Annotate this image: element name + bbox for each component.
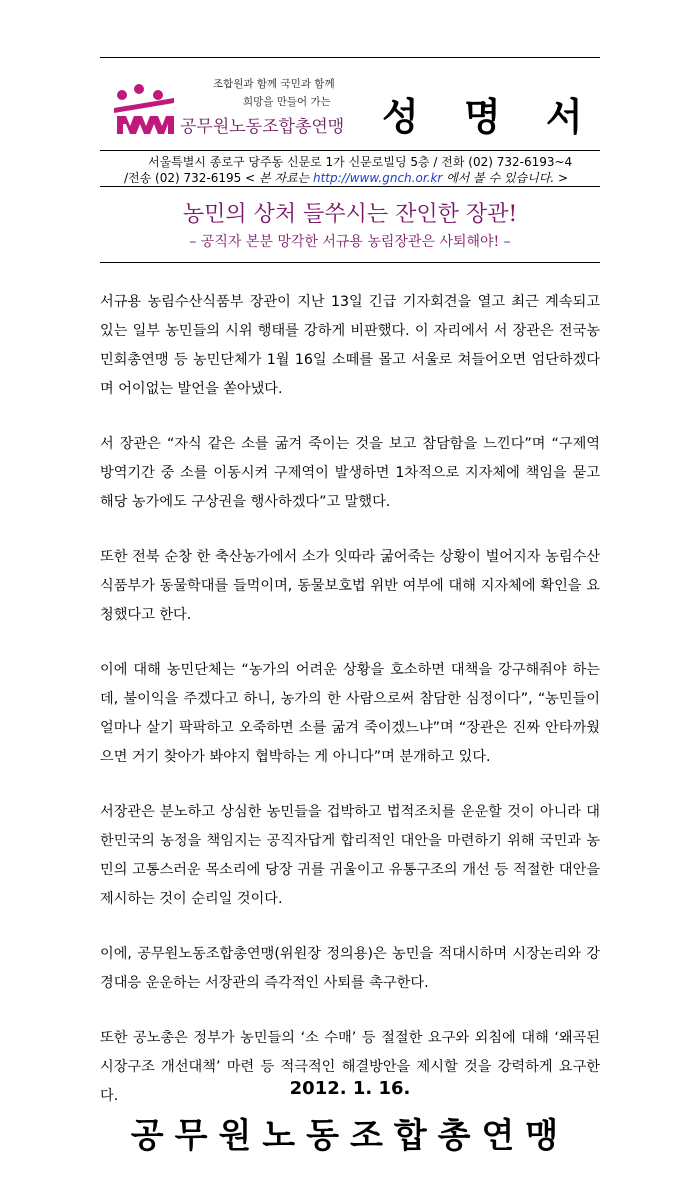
data-note-prefix: 본 자료는 [258,171,310,185]
paragraph-6: 이에, 공무원노동조합총연맹(위원장 정의용)은 농민을 적대시하며 시장논리와 강경대응 운운하는 서장관의 즉각적인 사퇴를 촉구한다. [100,946,600,991]
document-title: 성 명 서 [382,95,599,139]
paragraph-3: 또한 전북 순창 한 축산농가에서 소가 잇따라 굶어죽는 상황이 벌어지자 농림수산식품부가 동물학대를 들먹이며, 동물보호법 위반 여부에 대해 지자체에 확인을 요청했다고 한다. [100,549,600,623]
headline: 농민의 상처 들쑤시는 잔인한 장관! [182,202,518,227]
paragraph-4: 이에 대해 농민단체는 “농가의 어려운 상황을 호소하면 대책을 강구해줘야 하는데, 불이익을 주겠다고 하니, 농가의 한 사람으로써 참담한 심정이다”, “농민들이 얼마나 살기 팍팍하고 오죽하면 소를 굶겨 죽이겠느냐”며 “장관은 진짜 안타까웠으면 거기 찾아가 봐야지 협박하는 게 아니다”며 분개하고 있다. [100,662,600,765]
paragraph-1: 서규용 농림수산식품부 장관이 지난 13일 긴급 기자회견을 열고 최근 계속되고 있는 일부 농민들의 시위 행태를 강하게 비판했다. 이 자리에서 서 장관은 전국농민회총연맹 등 농민단체가 1월 16일 소떼를 몰고 서울로 쳐들어오면 엄단하겠다며 어이없는 발언을 쏟아냈다. [100,294,600,397]
paragraph-5: 서장관은 분노하고 상심한 농민들을 겁박하고 법적조치를 운운할 것이 아니라 대한민국의 농정을 책임지는 공직자답게 합리적인 대안을 마련하기 위해 국민과 농민의 고통스러운 목소리에 당장 귀를 귀울이고 유통구조의 개선 등 적절한 대안을 제시하는 것이 순리일 것이다. [100,804,600,907]
signature-organization: 공무원노동조합총연맹 [130,1116,570,1156]
statement-date: 2012. 1. 16. [289,1078,411,1099]
contact-fax-line [124,169,568,186]
headline-rule [100,262,600,263]
statement-body [100,288,600,1137]
fax-number: /전송 (02) 732-6195 < [124,171,256,185]
contact-rule [100,186,600,187]
top-rule [100,57,600,58]
organization-name: 공무원노동조합총연맹 [180,117,345,137]
header-rule [100,150,600,151]
paragraph-7: 또한 공노총은 정부가 농민들의 ‘소 수매’ 등 절절한 요구와 외침에 대해 ‘왜곡된 시장구조 개선대책’ 마련 등 적극적인 해결방안을 제시할 것을 강력하게 요구한다. [100,1030,600,1104]
slogan-line-1: 조합원과 함께 국민과 함께 [213,78,335,90]
union-logo-icon [108,78,180,136]
website-link[interactable]: http://www.gnch.or.kr [312,171,443,185]
slogan-line-2: 희망을 만들어 가는 [243,96,331,108]
contact-address-line: 서울특별시 종로구 당주동 신문로 1가 신문로빌딩 5층 / 전화 (02) 732-6193~4 [148,155,573,169]
subheadline: – 공직자 본분 망각한 서규용 농림장관은 사퇴해야! – [189,234,511,250]
paragraph-2: 서 장관은 “자식 같은 소를 굶겨 죽이는 것을 보고 참담함을 느낀다”며 “구제역 방역기간 중 소를 이동시켜 구제역이 발생하면 1차적으로 지자체에 책임을 묻고 해당 농가에도 구상권을 행사하겠다”고 말했다. [100,436,600,510]
data-note-suffix: 에서 볼 수 있습니다. > [446,171,569,185]
